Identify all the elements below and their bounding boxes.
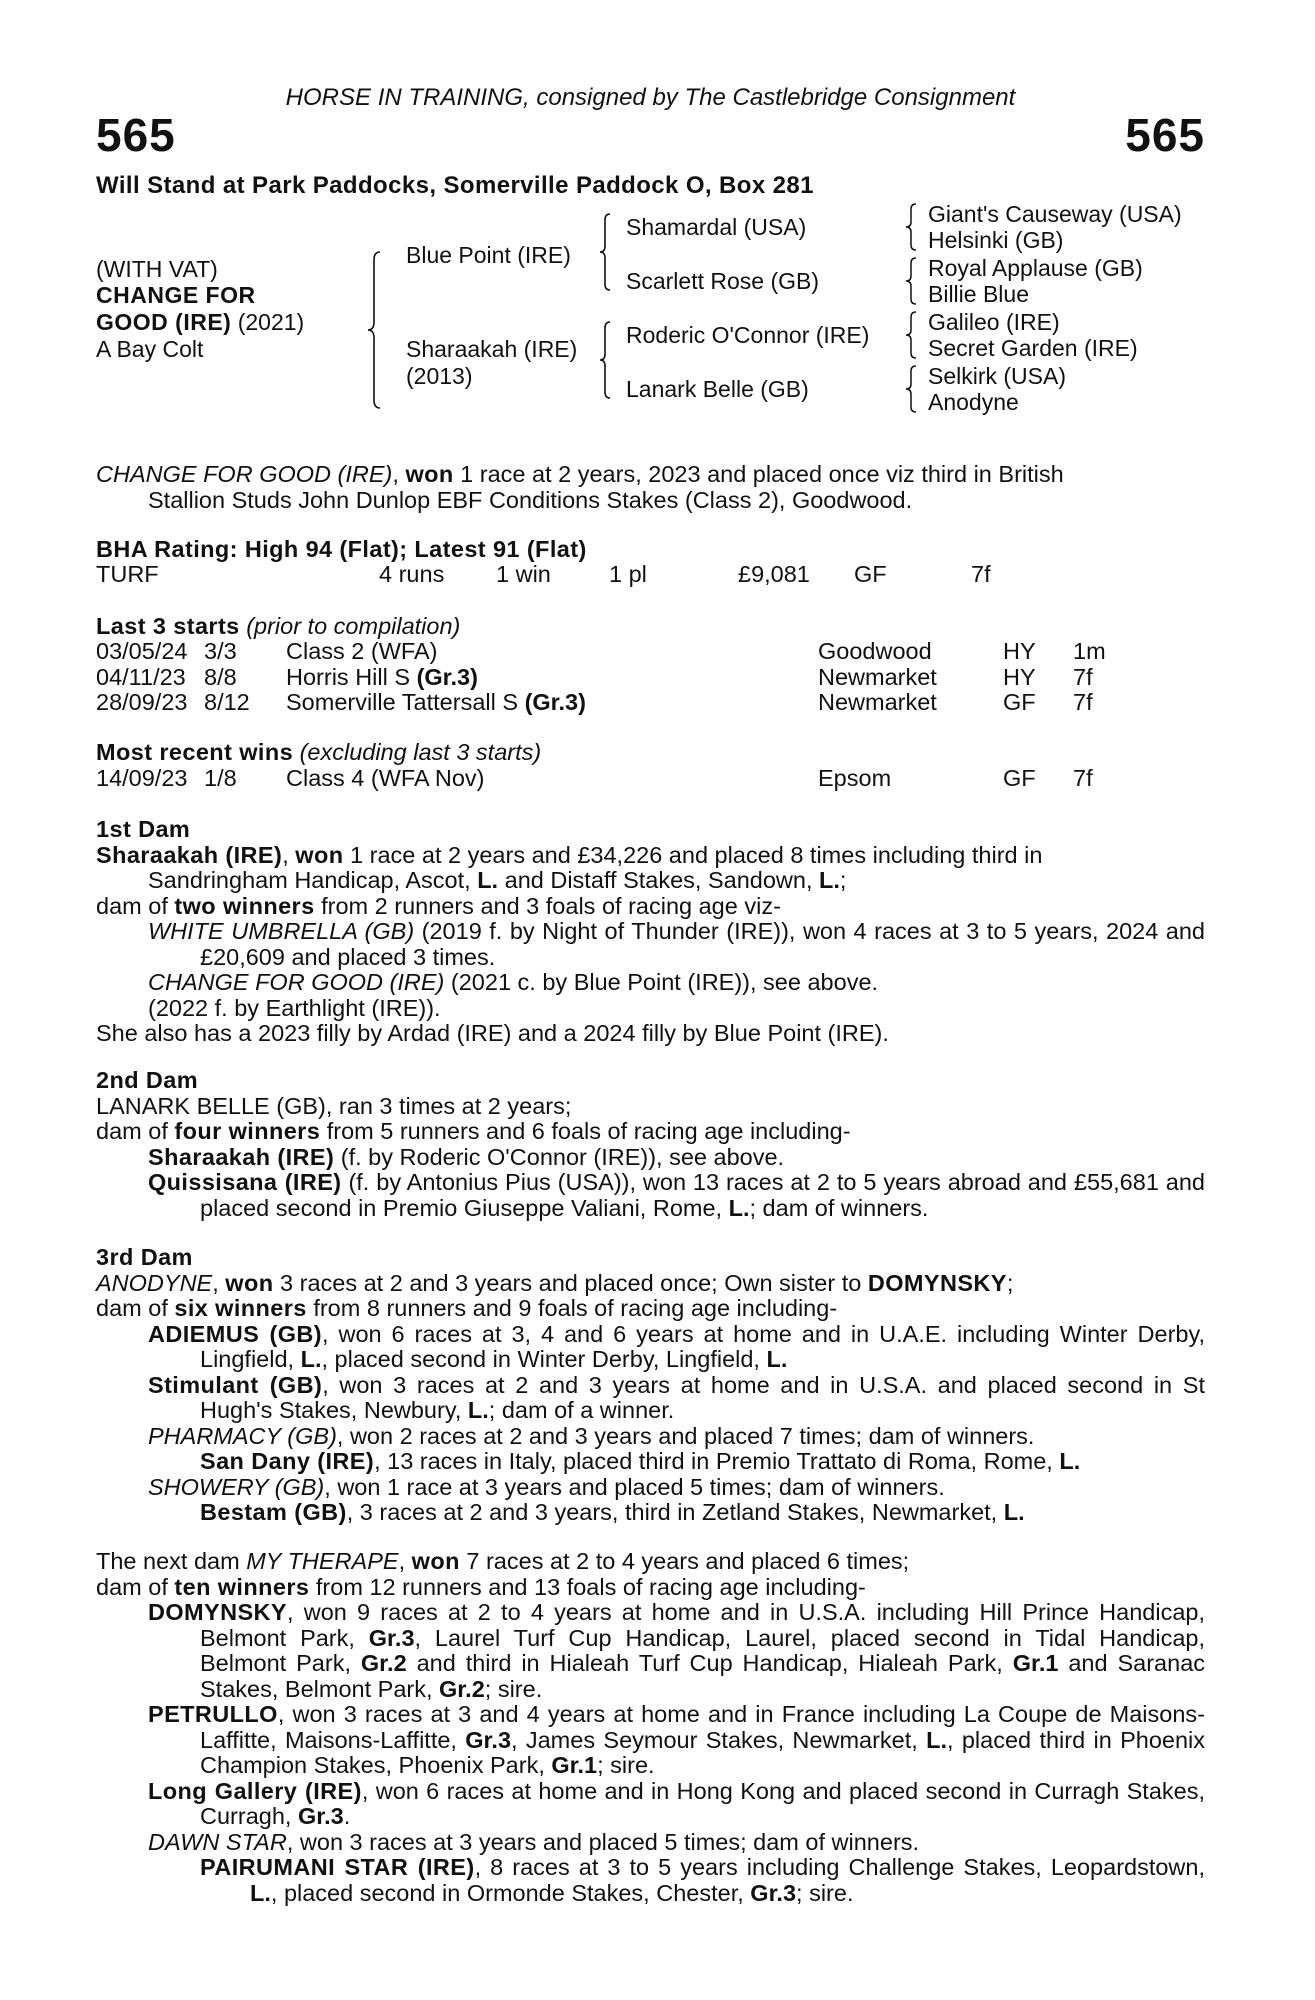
next-dam-section [96,1549,1205,1906]
race-course: Newmarket [818,663,937,690]
race-course: Epsom [818,765,892,791]
race-distance: 1m [1073,638,1106,664]
next-dam-grandchild-pairumani-star [96,1855,1205,1906]
race-grade: (Gr.3) [524,689,586,715]
next-dam-offspring-domynsky [96,1600,1205,1702]
second-dam-section [96,1068,1205,1221]
sire-dam-bracket [366,250,388,410]
race-name: Class 2 (WFA) [286,638,438,664]
offspring-name: ADIEMUS (GB) [148,1320,323,1347]
offspring-name: WHITE UMBRELLA (GB) [148,918,415,944]
race-row [96,639,1205,665]
winners-count: six winners [174,1295,307,1321]
text: Derby, Lingfield, [200,1320,1206,1372]
pedigree-dam-sire: Roderic O'Connor (IRE) [626,322,870,348]
third-dam-offspring-pharmacy [96,1424,1205,1450]
text: Curragh Stakes, Curragh, [200,1777,1205,1829]
last-starts-title: Last 3 starts [96,613,240,639]
text: Tidal Handicap, Belmont Park, [200,1624,1205,1676]
dd-bracket [904,364,920,414]
next-dam-offspring-dawn-star [96,1830,1205,1856]
recent-wins-table [96,766,1205,792]
third-dam-heading: 3rd Dam [96,1244,193,1270]
race-name: Class 4 (WFA Nov) [286,765,485,791]
race-position: 1/8 [204,765,237,791]
pedigree-dam: Sharaakah (IRE) [406,336,578,362]
next-dam-offspring-long-gallery [96,1779,1205,1830]
race-course: Newmarket [818,689,937,715]
text: third in Phoenix Champion Stakes, Phoenix Park, [200,1726,1206,1778]
first-dam-line-3 [96,894,1205,920]
dam-name: MY THERAPE [246,1548,399,1574]
second-dam-heading: 2nd Dam [96,1067,199,1093]
text: , placed second in Winter Derby, Lingfield, [321,1346,760,1372]
text: (f. by Roderic O'Connor (IRE)), see above. [340,1143,785,1170]
text: 3 races at 2 and 3 years and placed once; Own sister to [280,1269,862,1296]
listed-badge: L. [250,1879,271,1906]
third-dam-line-2 [96,1296,1205,1322]
first-dam-line-2 [96,868,1205,894]
group-badge: Gr.1 [1012,1650,1059,1676]
race-distance: 7f [1073,765,1093,791]
listed-badge: L. [467,1397,489,1423]
first-dam-text: 1 race at 2 years and £34,226 and placed 8 times including third in [350,841,1043,868]
third-dam-section [96,1245,1205,1526]
pedigree-ssd: Helsinki (GB) [928,227,1064,253]
text: and third in Hialeah Turf Cup Handicap, Hialeah [416,1650,938,1676]
offspring-name: Sharaakah (IRE) [148,1143,335,1170]
third-dam-grandchild-san-dany [96,1449,1205,1475]
race-row [96,766,1205,792]
offspring-name: San Dany (IRE) [200,1448,375,1474]
text: from 5 runners and 6 foals of racing age including- [326,1118,851,1144]
text: from 12 runners and 13 foals of racing age including- [315,1573,866,1600]
text: ; sire. [484,1675,543,1702]
text: , placed second in Ormonde Stakes, Chester, [270,1879,744,1906]
race-going: HY [1003,638,1036,664]
race-date: 03/05/24 [96,638,188,664]
text: Handicap, Belmont Park, [200,1599,1205,1651]
text: dam of [96,1295,168,1321]
offspring-name: Long Gallery (IRE) [148,1777,362,1804]
first-dam-offspring-3: (2022 f. by Earthlight (IRE)). [148,994,441,1021]
race-date: 04/11/23 [96,663,186,690]
stand-location: Will Stand at Park Paddocks, Somerville Paddock O, Box 281 [96,172,814,199]
turf-record-row [96,562,1205,588]
text: , won 2 races at 2 and 3 years and placed 7 times; dam of winners. [336,1422,1035,1449]
horse-name-line2 [96,309,304,335]
group-badge: Gr.3 [368,1624,415,1651]
last-starts-table [96,639,1205,716]
next-dam-line-2 [96,1575,1205,1601]
turf-runs: 4 runs [379,561,445,587]
text: , 8 races at 3 to 5 years including Challenge Stakes, [474,1854,1042,1880]
first-dam-offspring-2 [96,970,1205,996]
text: 7 races at 2 to 4 years and placed 6 times; [466,1548,910,1574]
dam-parents-bracket [598,320,616,402]
summary-line-2: Stallion Studs John Dunlop EBF Conditions Stakes (Class 2), Goodwood. [148,486,913,513]
pedigree-sds: Royal Applause (GB) [928,255,1143,281]
lot-number-left: 565 [96,109,176,161]
text: £55,681 and placed second in Premio Giuseppe Valiani, Rome, [200,1169,1206,1221]
text: ; sire. [796,1879,854,1906]
text: , Laurel Turf Cup Handicap, Laurel, placed second in [414,1624,1022,1651]
text: , 3 races at 2 and 3 years, third in Zetland Stakes, Newmarket, [346,1499,998,1525]
first-dam-heading: 1st Dam [96,816,191,842]
listed-badge: L. [766,1346,788,1372]
group-badge: Gr.3 [750,1879,797,1906]
text: . [343,1803,351,1829]
race-name-text: Horris Hill S [286,663,411,690]
third-dam-offspring-stimulant [96,1373,1205,1424]
group-badge: Gr.1 [551,1752,598,1778]
turf-wins: 1 win [496,561,551,587]
winners-count: two winners [174,892,315,919]
offspring-name: Quissisana (IRE) [148,1169,342,1195]
text: Park, [947,1650,1003,1676]
lot-number-right: 565 [1125,109,1205,161]
third-dam-line-1: ANODYNE, won 3 races at 2 and 3 years and placed once; Own sister to DOMYNSKY; [96,1269,1014,1296]
text: (2019 f. by Night of Thunder (IRE)), won 4 races at 3 to 5 years, [421,918,1099,944]
text: dam of [96,1118,168,1144]
text: , 13 races in Italy, placed third in Premio Trattato di Roma, Rome, [374,1448,1053,1474]
summary-won: won [405,461,454,487]
bha-rating-heading: BHA Rating: High 94 (Flat); Latest 91 (Flat) [96,536,587,562]
listed-badge: L. [300,1346,322,1372]
offspring-name: PAIRUMANI STAR (IRE) [200,1854,475,1880]
ss-bracket [904,202,920,252]
text: ; dam of winners. [749,1194,929,1221]
group-badge: Gr.2 [439,1675,485,1702]
first-dam-line-1: Sharaakah (IRE), won 1 race at 2 years and £34,226 and placed 8 times including third in [96,841,1043,868]
race-name [286,690,586,716]
text: , won 3 races at 3 and 4 years at home and in France including La Coupe de [277,1701,1102,1727]
text: Sandringham Handicap, Ascot, [148,867,471,893]
first-dam-end: She also has a 2023 filly by Ardad (IRE) and a 2024 filly by Blue Point (IRE). [96,1020,889,1046]
pedigree-dss: Galileo (IRE) [928,309,1060,335]
first-dam-name: Sharaakah (IRE) [96,841,283,868]
winners-count: ten winners [174,1573,310,1600]
text: , won 9 races at 2 to 4 years at home and in U.S.A. including Hill Prince [287,1599,1089,1625]
text: ; sire. [597,1752,655,1778]
listed-badge: L. [926,1726,948,1753]
text: dam of [96,892,168,919]
text: ; [1006,1269,1014,1296]
pedigree-sdd: Billie Blue [928,281,1029,307]
text: Leopardstown, [1050,1854,1206,1880]
next-dam-offspring-petrullo [96,1702,1205,1779]
race-grade: (Gr.3) [416,663,478,690]
text: , won 1 race at 3 years and placed 5 times; dam of winners. [324,1473,945,1500]
second-dam-offspring-2 [96,1170,1205,1221]
text: ; [839,867,847,893]
text: Maisons-Laffitte, Maisons-Laffitte, [200,1701,1205,1753]
listed-badge: L. [728,1194,750,1221]
pedigree-ddd: Anodyne [928,389,1019,415]
won-label: won [225,1269,274,1296]
text: ; dam of a winner. [488,1397,675,1423]
horse-name-line1: CHANGE FOR [96,282,256,308]
race-row [96,665,1205,691]
pedigree-dsd: Secret Garden (IRE) [928,335,1138,361]
dam-name: ANODYNE [96,1269,213,1296]
offspring-name: CHANGE FOR GOOD (IRE) [148,969,445,995]
recent-wins-note: (excluding last 3 starts) [299,739,542,765]
second-dam-line-2 [96,1119,1205,1145]
horse-year: (2021) [237,309,305,335]
race-position: 8/12 [204,689,250,715]
winners-count: four winners [174,1118,321,1144]
horse-name: GOOD (IRE) [96,309,232,335]
first-dam-section [96,817,1205,1047]
turf-surface: TURF [96,561,159,587]
race-going: HY [1003,663,1036,690]
group-badge: Gr.3 [465,1726,512,1753]
listed-badge: L. [1059,1448,1081,1474]
third-dam-grandchild-bestam [96,1500,1205,1526]
offspring-name: PETRULLO [148,1701,278,1727]
offspring-name: DOMYNSKY [148,1599,287,1625]
listed-badge: L. [477,867,499,893]
race-distance: 7f [1073,663,1093,690]
text: and Saranac Stakes, Belmont Park, [200,1650,1206,1702]
offspring-name: Bestam (GB) [200,1499,347,1525]
offspring-name: Stimulant (GB) [148,1371,323,1398]
text: dam of [96,1573,168,1600]
ds-bracket [904,310,920,360]
turf-going: GF [854,561,887,587]
text: , won 3 races at 2 and 3 years at home and in U.S.A. and placed second in [322,1371,1173,1398]
summary-line-1: CHANGE FOR GOOD (IRE), won 1 race at 2 years, 2023 and placed once viz third in British [96,461,1064,487]
sire-parents-bracket [598,212,616,294]
race-summary [96,462,1205,513]
first-dam-won: won [295,841,344,868]
second-dam-line-1: LANARK BELLE (GB), ran 3 times at 2 years; [96,1092,572,1119]
text: and Distaff Stakes, Sandown, [504,867,813,893]
group-badge: Gr.3 [297,1803,344,1829]
race-row [96,690,1205,716]
pedigree-sire: Blue Point (IRE) [406,242,571,268]
offspring-name: DAWN STAR [148,1828,287,1855]
text: , won 3 races at 3 years and placed 5 times; dam of winners. [286,1828,920,1855]
pedigree-dds: Selkirk (USA) [928,363,1067,389]
race-going: GF [1003,765,1036,791]
pedigree-dam-dam: Lanark Belle (GB) [626,376,809,402]
group-badge: Gr.2 [360,1650,407,1676]
won-label: won [411,1548,460,1574]
recent-wins-heading [96,740,541,766]
summary-horse-name: CHANGE FOR GOOD (IRE) [96,461,393,487]
turf-distance: 7f [971,561,991,587]
offspring-name: SHOWERY (GB) [148,1473,325,1500]
sibling-name: DOMYNSKY [867,1269,1007,1296]
last-starts-heading [96,614,460,640]
third-dam-offspring-adiemus [96,1322,1205,1373]
race-name-text: Somerville Tattersall S [286,689,519,715]
pedigree-sss: Giant's Causeway (USA) [928,201,1182,227]
race-going: GF [1003,689,1036,715]
race-position: 3/3 [204,638,237,664]
turf-placed: 1 pl [609,561,647,587]
sd-bracket [904,256,920,306]
pedigree-dam-year: (2013) [406,363,473,389]
text: 2024 and £20,609 and placed 3 times. [200,918,1205,970]
text: (2021 c. by Blue Point (IRE)), see above. [450,969,879,995]
race-date: 14/09/23 [96,765,188,791]
race-name [286,665,478,691]
next-dam-line-1: The next dam MY THERAPE, won 7 races at 2 to 4 years and placed 6 times; [96,1548,910,1574]
summary-text-1: 1 race at 2 years, 2023 and placed once viz third in British [460,461,1064,487]
text: , James Seymour Stakes, Newmarket, [511,1726,918,1753]
text: The next dam [96,1548,240,1574]
recent-wins-title: Most recent wins [96,739,294,765]
offspring-name: PHARMACY (GB) [148,1422,337,1449]
race-date: 28/09/23 [96,689,188,715]
consignor-header: HORSE IN TRAINING, consigned by The Castlebridge Consignment [285,84,1016,111]
race-position: 8/8 [204,663,237,690]
text: from 2 runners and 3 foals of racing age viz- [321,892,781,919]
text: St Hugh's Stakes, Newbury, [200,1371,1206,1423]
first-dam-offspring-1 [96,919,1205,970]
second-dam-offspring-1 [96,1145,1205,1171]
race-distance: 7f [1073,689,1093,715]
text: from 8 runners and 9 foals of racing age including- [313,1295,838,1321]
last-starts-note: (prior to compilation) [246,613,461,639]
text: , placed [947,1726,1032,1753]
text: , won 6 races at home and in Hong Kong and placed second in [361,1777,1028,1804]
text: , won 6 races at 3, 4 and 6 years at home and in U.A.E. including Winter [322,1320,1128,1347]
horse-description: A Bay Colt [96,336,204,362]
listed-badge: L. [819,867,840,893]
turf-earnings: £9,081 [738,561,810,587]
third-dam-offspring-showery [96,1475,1205,1501]
race-course: Goodwood [818,638,932,664]
listed-badge: L. [1003,1499,1025,1525]
vat-label: (WITH VAT) [96,256,218,282]
pedigree-sire-dam: Scarlett Rose (GB) [626,268,819,294]
pedigree-sire-sire: Shamardal (USA) [626,214,807,240]
text: (f. by Antonius Pius (USA)), won 13 races at 2 to 5 years abroad and [348,1169,1068,1195]
